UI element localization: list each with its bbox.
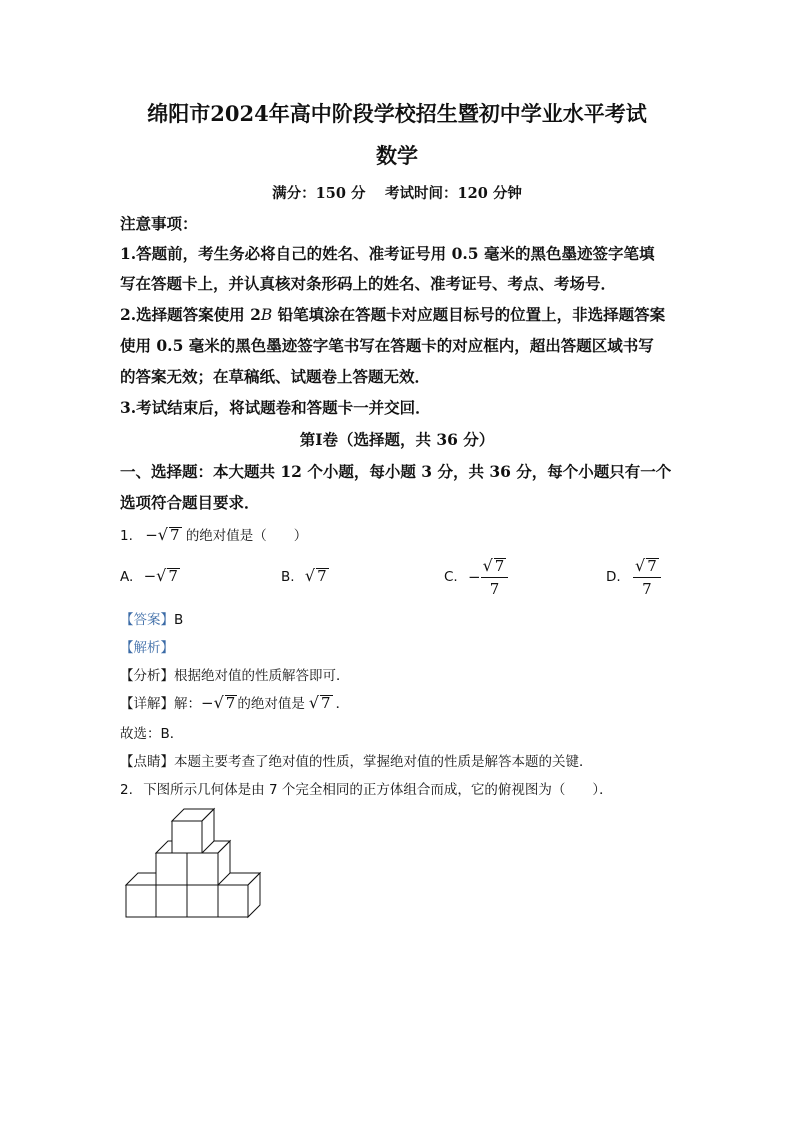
option-d-denominator: 7 bbox=[642, 580, 652, 598]
xiangjie-end: ． bbox=[335, 696, 350, 712]
xiangjie-expr-1: −√ 7 bbox=[201, 693, 236, 712]
option-a-radicand: 7 bbox=[168, 567, 178, 585]
cube-bottom-4 bbox=[218, 885, 248, 917]
option-c-denominator: 7 bbox=[489, 580, 500, 598]
q1-option-a bbox=[120, 566, 180, 585]
notes-line-5: 的答案无效；在草稿纸、试题卷上答题无效． bbox=[120, 367, 431, 386]
notes-line-4: 使用 0.5 毫米的黑色墨迹签字笔书写在答题卡的对应框内，超出答题区域书写 bbox=[120, 336, 654, 355]
q1-expression bbox=[145, 526, 181, 544]
q1-radicand: 7 bbox=[169, 526, 180, 544]
notes-line-2: 写在答题卡上，并认真核对条形码上的姓名、准考证号、考点、考场号． bbox=[120, 274, 617, 293]
fenxi-tag: 【分析】 bbox=[120, 668, 174, 684]
answer-tag: 【答案】 bbox=[120, 612, 174, 628]
section-title: 第Ⅰ卷（选择题，共 36 分） bbox=[299, 430, 495, 449]
cube-middle-right-overlay bbox=[187, 853, 218, 885]
dianjing-tag: 【点睛】 bbox=[120, 754, 174, 770]
option-a-label: A. bbox=[120, 569, 134, 585]
option-c-radicand: 7 bbox=[494, 557, 505, 575]
xiangjie-radicand-2: 7 bbox=[321, 694, 331, 712]
q1-option-c bbox=[444, 556, 508, 598]
q1-fenxi bbox=[120, 664, 350, 684]
q1-stem bbox=[120, 524, 307, 544]
option-a-math: −√ 7 bbox=[143, 566, 178, 585]
option-c-neg: − bbox=[468, 568, 481, 586]
q1-option-b bbox=[281, 566, 329, 585]
option-c-label: C. bbox=[444, 569, 458, 585]
option-d-label: D. bbox=[606, 569, 621, 585]
q1-stem-text: 的绝对值是（ ） bbox=[185, 528, 308, 544]
sqrt-symbol: √ bbox=[157, 525, 168, 544]
section-intro-1: 一、选择题：本大题共 12 个小题，每小题 3 分，共 36 分，每个小题只有一个 bbox=[120, 462, 672, 481]
cube-top-front-overlay bbox=[172, 821, 202, 853]
option-d-radicand: 7 bbox=[647, 557, 657, 575]
dianjing-text: 本题主要考查了绝对值的性质，掌握绝对值的性质是解答本题的关键． bbox=[174, 754, 593, 770]
subject-title: 数学 bbox=[376, 143, 418, 168]
xiangjie-radicand-1: 7 bbox=[225, 694, 236, 712]
analysis-tag: 【解析】 bbox=[120, 640, 174, 656]
q1-xiangjie bbox=[120, 692, 349, 712]
xiangjie-expr-2: √ 7 bbox=[308, 693, 331, 712]
cube-middle-left-overlay bbox=[156, 853, 187, 885]
option-c-fraction: $\frac{√ 7}{7}$ bbox=[481, 556, 509, 598]
cube-stack-figure bbox=[120, 805, 270, 920]
fenxi-text: 根据绝对值的性质解答即可． bbox=[174, 668, 350, 684]
notes-line-3-pre: 2.选择题答案使用 2 bbox=[120, 305, 261, 324]
q2-number: 2. bbox=[120, 782, 133, 798]
option-b-math: √ 7 bbox=[304, 566, 327, 585]
cube-bottom-2 bbox=[156, 885, 187, 917]
notes-line-3-var: B bbox=[260, 306, 273, 324]
option-b-label: B. bbox=[281, 569, 295, 585]
exam-title: 绵阳市2024年高中阶段学校招生暨初中学业水平考试 bbox=[147, 101, 647, 126]
q1-dianjing bbox=[120, 750, 593, 770]
notes-line-3 bbox=[120, 303, 665, 325]
section-intro-2: 选项符合题目要求． bbox=[120, 493, 260, 512]
xiangjie-mid: 的绝对值是 bbox=[237, 696, 305, 712]
exam-meta: 满分：150 分 考试时间：120 分钟 bbox=[272, 185, 522, 202]
notes-line-1: 1.答题前，考生务必将自己的姓名、准考证号用 0.5 毫米的黑色墨迹签字笔填 bbox=[120, 244, 655, 263]
xiangjie-tag: 【详解】 bbox=[120, 696, 174, 712]
notes-line-6: 3.考试结束后，将试题卷和答题卡一并交回． bbox=[120, 398, 431, 417]
cube-bottom-3 bbox=[187, 885, 218, 917]
answer-value: B bbox=[174, 612, 184, 628]
q2-stem-text: 下图所示几何体是由 7 个完全相同的正方体组合而成，它的俯视图为（ ）． bbox=[143, 782, 613, 798]
q1-number: 1. bbox=[120, 528, 133, 544]
q1-answer bbox=[120, 608, 183, 628]
q1-option-d bbox=[606, 556, 661, 598]
option-d-fraction: $\frac{√ 7}{7}$ bbox=[633, 556, 661, 598]
cube-bottom-1 bbox=[126, 885, 156, 917]
q2-stem bbox=[120, 778, 613, 798]
option-b-radicand: 7 bbox=[317, 567, 327, 585]
xiangjie-pre: 解： bbox=[174, 696, 201, 712]
q1-neg-sign: − bbox=[145, 526, 158, 544]
notes-line-3-post: 铅笔填涂在答题卡对应题目标号的位置上，非选择题答案 bbox=[272, 305, 666, 324]
q1-choice-line: 故选：B． bbox=[120, 726, 184, 742]
notes-heading: 注意事项： bbox=[120, 214, 198, 233]
